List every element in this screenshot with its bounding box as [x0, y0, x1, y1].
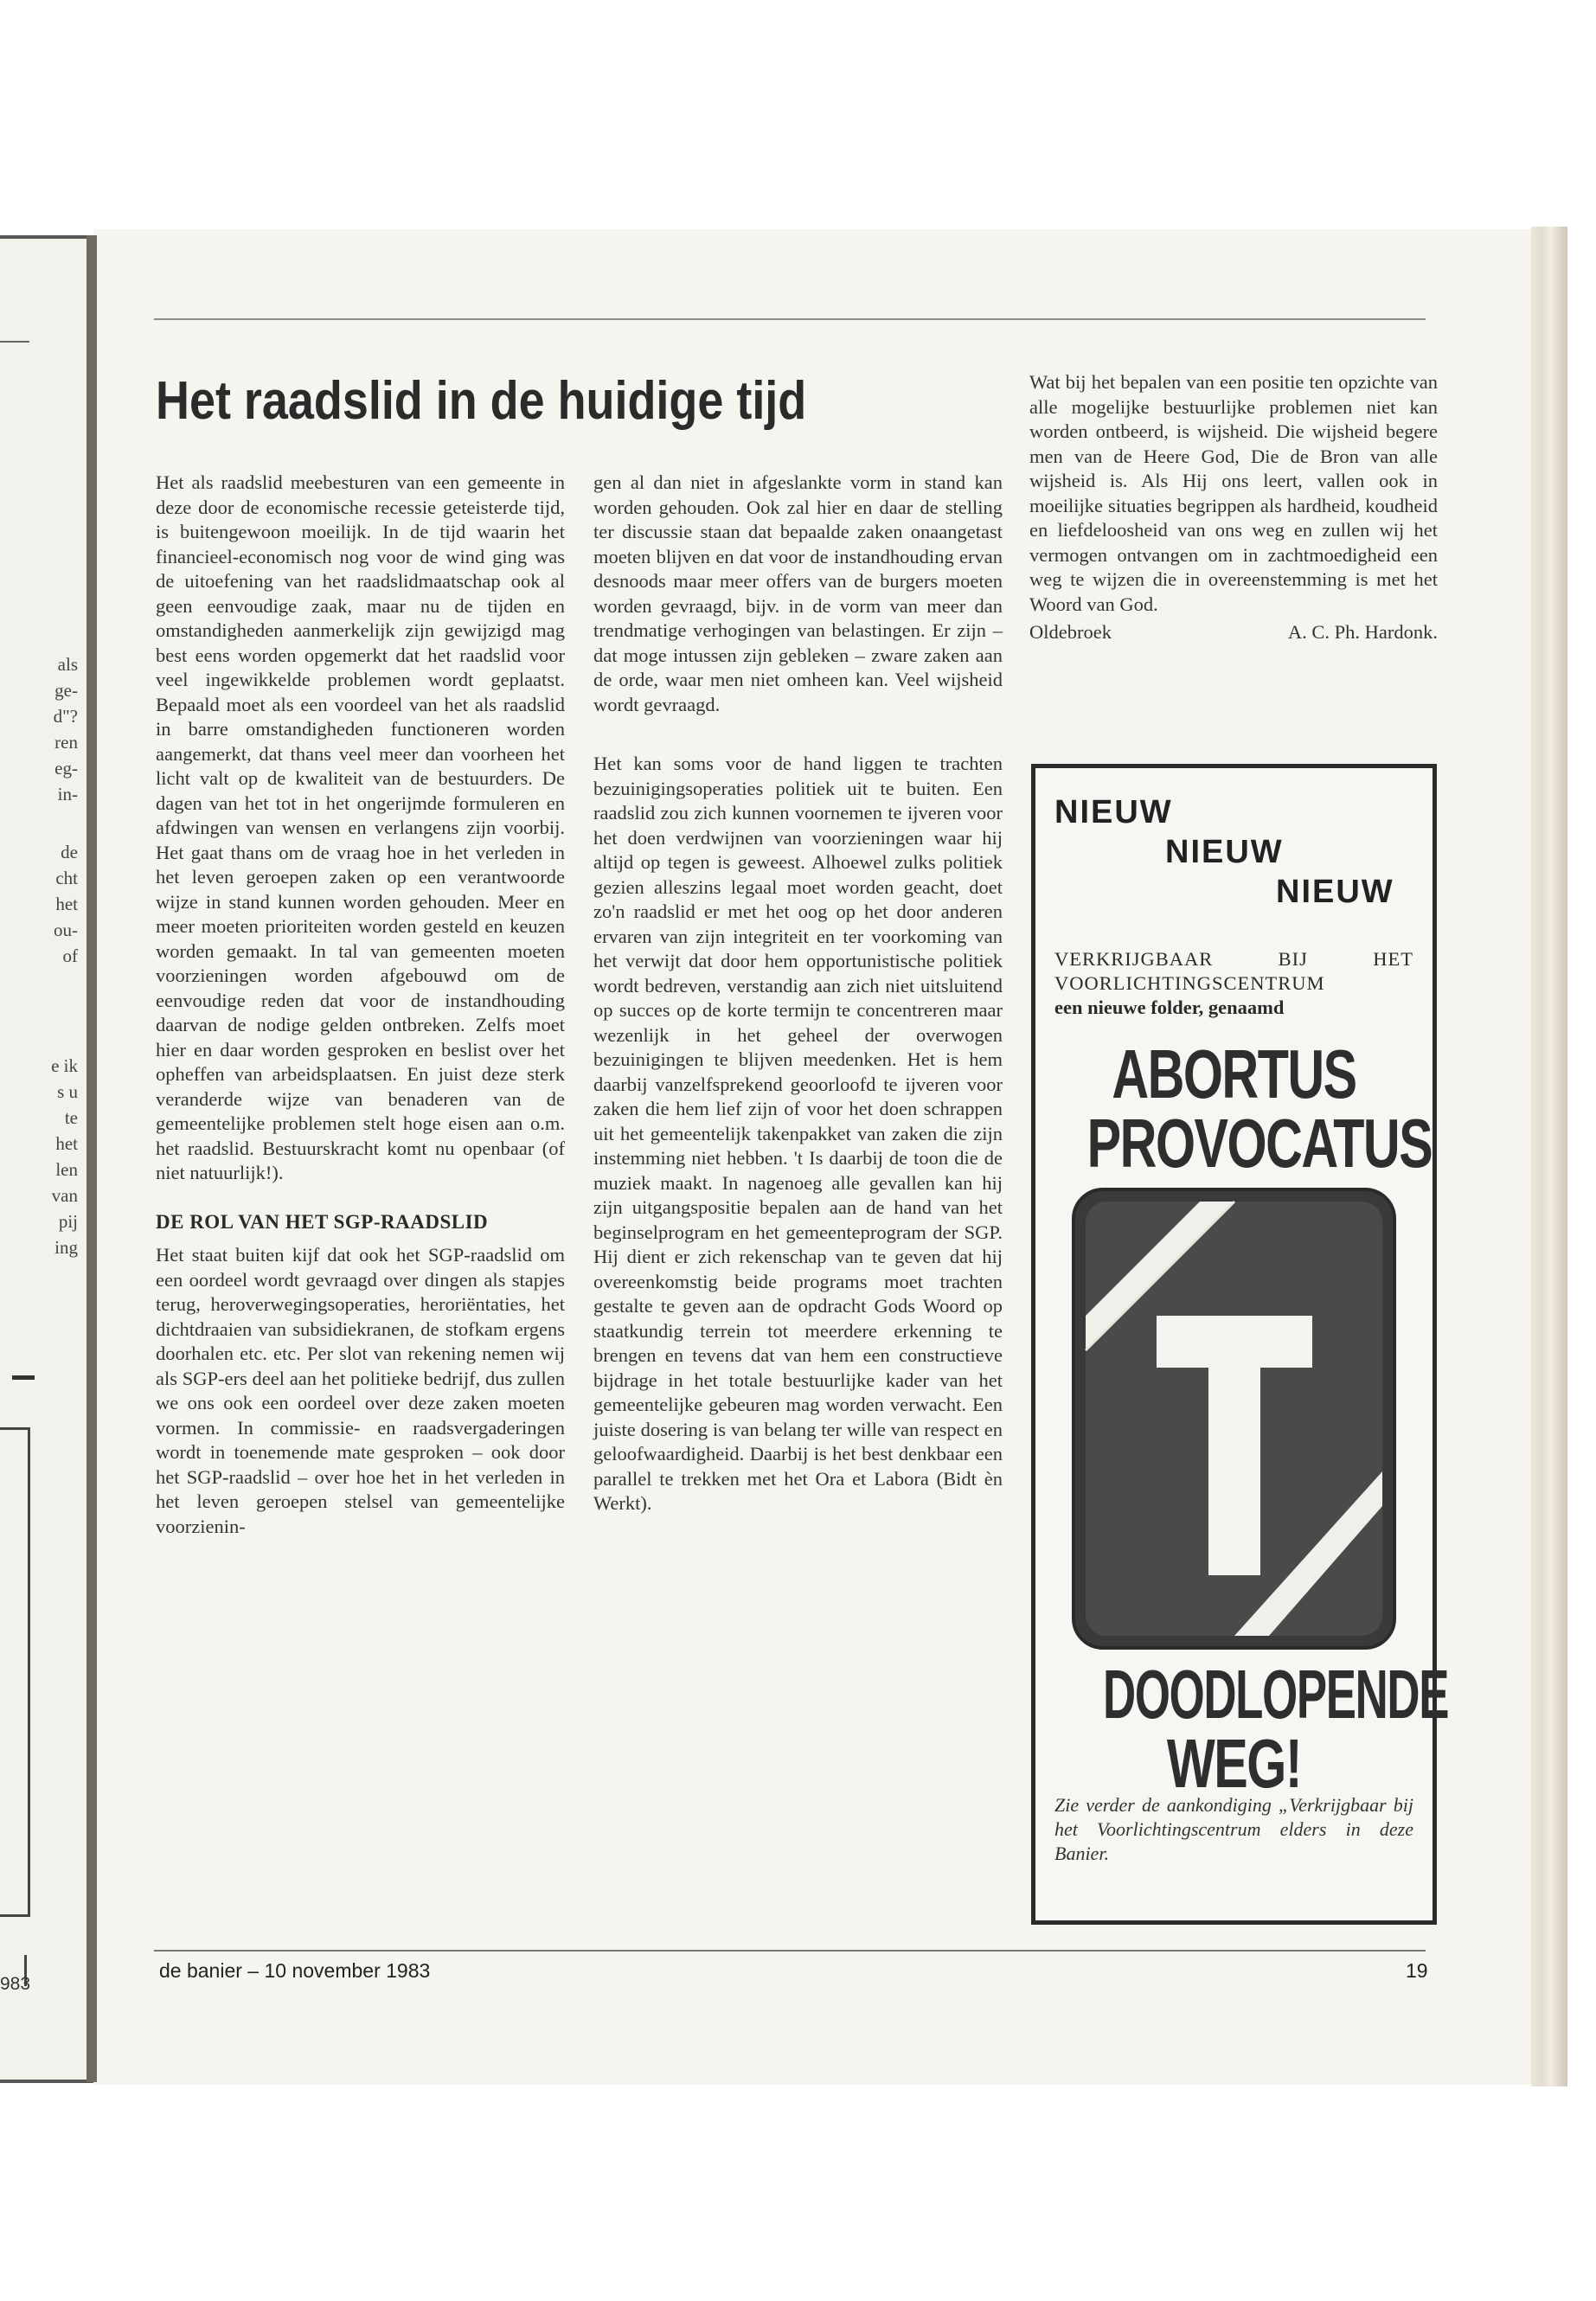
- fragment-line: pij: [58, 1211, 78, 1232]
- fragment-line: s u: [57, 1081, 78, 1102]
- paragraph: Het als raadslid meebesturen van een gemeente in deze door de economische recessie geteisterde tijd, is buitengewoon moeilijk. In de tijd waarin het financieel-economisch nog voor de wind ging was de uitoefening van het raadslidmaatschap ook al geen eenvoudige zaak, maar nu de tijden en omstandigheden aanmerkelijk zijn gewijzigd mag best eens worden opgemerkt dat het raadslid voor veel ingewikkelde problemen wordt geplaatst. Bepaald moet als een voordeel van het als raadslid in barre omstandigheden functioneren worden aangemerkt, dat thans veel meer dan voorheen het licht valt op de kwaliteit van de bestuurders. De dagen van het tot in het ongerijmde formuleren en afdwingen van wensen en verlangens zijn voorbij. Het gaat thans om de vraag hoe in het verleden in het leven geroepen zaken op een verantwoorde wijze in stand kunnen worden gehouden. Meer en meer moeten prioriteiten worden gesteld en keuzen worden gemaakt. In tal van gemeenten moeten voorzieningen worden afgebouwd om de eenvoudige reden dat voor de instandhouding daarvan de nodige gelden ontbreken. Zelfs moet hier en daar worden gesproken en beslist over het opheffen van arbeidsplaatsen. En juist deze sterk veranderde wijze van benaderen van de gemeentelijke problemen stelt hoge eisen aan o.m. het raadslid. Bestuurskracht komt nu openbaar (of niet natuurlijk!).: [156, 471, 565, 1183]
- bottom-rule: [154, 1950, 1426, 1952]
- paragraph: gen al dan niet in afgeslankte vorm in stand kan worden gehouden. Ook zal hier en daar de stelling ter discussie staan dat bepaalde zaken onaangetast moeten blijven en dat voor de instandhouding ervan desnoods maar meer offers van de burgers moeten worden gevraagd, bijv. in de vorm van meer dan trendmatige verhogingen van belastingen. Er zijn – dat moge intussen zijn gebleken – zware zaken aan de orde, waar men niet omheen kan. Veel wijsheid wordt gevraagd.: [593, 471, 1003, 715]
- ad-new-label-3: NIEUW: [1276, 874, 1394, 910]
- fragment-line: d"?: [53, 706, 78, 727]
- fragment-line: ren: [54, 732, 78, 753]
- fragment-line: ou-: [54, 920, 78, 940]
- ad-new-label-1: NIEUW: [1054, 794, 1173, 830]
- article-column-3: [1029, 370, 1438, 645]
- fragment-line: in-: [57, 784, 78, 804]
- binding-gutter: [87, 235, 97, 2082]
- fragment-line: het: [55, 894, 78, 914]
- previous-page-text-fragments: [0, 0, 87, 2301]
- ad-headline-weg: WEG!: [1166, 1725, 1302, 1802]
- ad-headline-doodlopende: DOODLOPENDE: [1103, 1656, 1449, 1733]
- paragraph-gap: [593, 717, 1003, 752]
- ad-footnote: Zie verder de aankondiging „Verkrijgbaar bij het Voorlichtingscentrum elders in deze Banier.: [1054, 1794, 1413, 1864]
- article-title: Het raadslid in de huidige tijd: [156, 371, 807, 431]
- ad-headline-provocatus: PROVOCATUS: [1086, 1105, 1433, 1182]
- fragment-line: van: [51, 1185, 78, 1206]
- article-column-2: [593, 471, 1003, 1516]
- ad-availability-text: [1054, 947, 1413, 1020]
- signature-line: [1029, 620, 1438, 645]
- ad-word: BIJ: [1278, 948, 1308, 970]
- ad-line-2: VOORLICHTINGSCENTRUM: [1054, 972, 1325, 994]
- ad-line-3: een nieuwe folder, genaamd: [1054, 997, 1285, 1018]
- place: Oldebroek: [1029, 621, 1112, 643]
- paragraph: Wat bij het bepalen van een positie ten opzichte van alle mogelijke bestuurlijke problemen niet kan worden ontbeerd, is wijsheid. Die wijsheid begere men van de Heere God, Die de Bron van alle wijsheid is. Als Hij ons leert, vallen ook in moeilijke situaties begrippen als hardheid, koudheid en liefdeloosheid van ons weg en zullen wij het vermogen ontvangen om in zachtmoedigheid een weg te wijzen die in overeenstemming is met het Woord van God.: [1029, 371, 1438, 615]
- page-stack-edge: [1531, 227, 1567, 2086]
- paragraph: Het kan soms voor de hand liggen te trachten bezuinigingsoperaties politiek uit te buiten. Een raadslid zou zich kunnen voornemen te ijveren voor het doen verdwijnen van voorzieningen waar hij altijd op tegen is geweest. Alhoewel zulks politiek gezien alleszins legaal moet worden geacht, doet zo'n raadslid er met het oog op het door anderen ervaren van zijn integriteit en ter voorkoming van het verwijt dat door hem opportunistische politiek wordt bedreven, verstandig aan zich niet uitsluitend op succes op de korte termijn te concentreren maar wezenlijk in het geheel der overwogen bezuinigingen te blijven meedenken. Het is hem daarbij vanzelfsprekend geoorloofd te ijveren voor zaken die hem lief zijn of voor het doen schrappen uit het gemeentelijk takenpakket van zaken die zijn instemming niet hebben. 't Is daarbij de toon die de muziek maakt. In nagenoeg alle gevallen kan hij zijn uitgangspositie bepalen aan de hand van het beginselprogram en het gemeenteprogram der SGP. Hij dient er zich rekenschap van te geven dat hij overeenkomstig beide programs moet trachten gestalte te geven aan de opdracht Gods Woord op staatkundig terrein tot meerdere erkenning te brengen en tevens dat van hem een constructieve bijdrage in het totale bestuurlijke kader van het gemeentelijke gebeuren mag worden verwacht. Een juiste dosering is van belang ter wille van respect en geloofwaardigheid. Daarbij is het best denkbaar een parallel te trekken met het Ora et Labora (Bidt èn Werkt).: [593, 753, 1003, 1514]
- fragment-line: cht: [55, 868, 78, 888]
- fragment-line: de: [61, 842, 78, 862]
- footer-page-number: 19: [1406, 1959, 1428, 1982]
- subheading: DE ROL VAN HET SGP-RAADSLID: [156, 1210, 489, 1233]
- footer-publication: de banier – 10 november 1983: [159, 1959, 431, 1982]
- fragment-line: als: [57, 654, 78, 675]
- ad-new-label-2: NIEUW: [1165, 834, 1284, 870]
- previous-page-dash: [0, 341, 29, 343]
- fragment-line: het: [55, 1133, 78, 1154]
- fragment-line: ing: [54, 1237, 78, 1258]
- author: A. C. Ph. Hardonk.: [1287, 621, 1438, 643]
- dead-end-sign-icon: [1070, 1186, 1398, 1651]
- paragraph: Het staat buiten kijf dat ook het SGP-raadslid om een oordeel wordt gevraagd over dingen als stapjes terug, heroverwegingsoperaties, heroriëntaties, het dichtdraaien van subsidiekranen, de stofkam ergens doorhalen etc. etc. Per slot van rekening nemen wij als SGP-ers deel aan het politieke bedrijf, dus zullen we ons ook een oordeel over deze zaken moeten vormen. In commissie- en raadsvergaderingen wordt in toenemende mate gesproken – ook door het SGP-raadslid – over hoe het in het verleden in het leven geroepen stelsel van gemeentelijke voorzienin-: [156, 1244, 565, 1537]
- fragment-line: len: [55, 1159, 78, 1180]
- ad-line-1: [1054, 947, 1413, 971]
- fragment-line: te: [64, 1107, 78, 1128]
- fragment-line: of: [62, 945, 78, 966]
- fragment-line: e ik: [51, 1055, 78, 1076]
- top-rule: [154, 318, 1426, 320]
- advertisement-box: [1031, 764, 1449, 1925]
- ad-headline-abortus: ABORTUS: [1112, 1035, 1356, 1112]
- ad-word: VERKRIJGBAAR: [1054, 948, 1214, 970]
- previous-page-year: 983: [0, 1974, 31, 1994]
- article-column-1: [156, 471, 565, 1539]
- fragment-line: eg-: [54, 758, 78, 779]
- previous-page-box-edge: [0, 1427, 30, 1917]
- fragment-line: ge-: [54, 680, 78, 701]
- previous-page-bar: [12, 1375, 35, 1380]
- ad-word: HET: [1373, 948, 1413, 970]
